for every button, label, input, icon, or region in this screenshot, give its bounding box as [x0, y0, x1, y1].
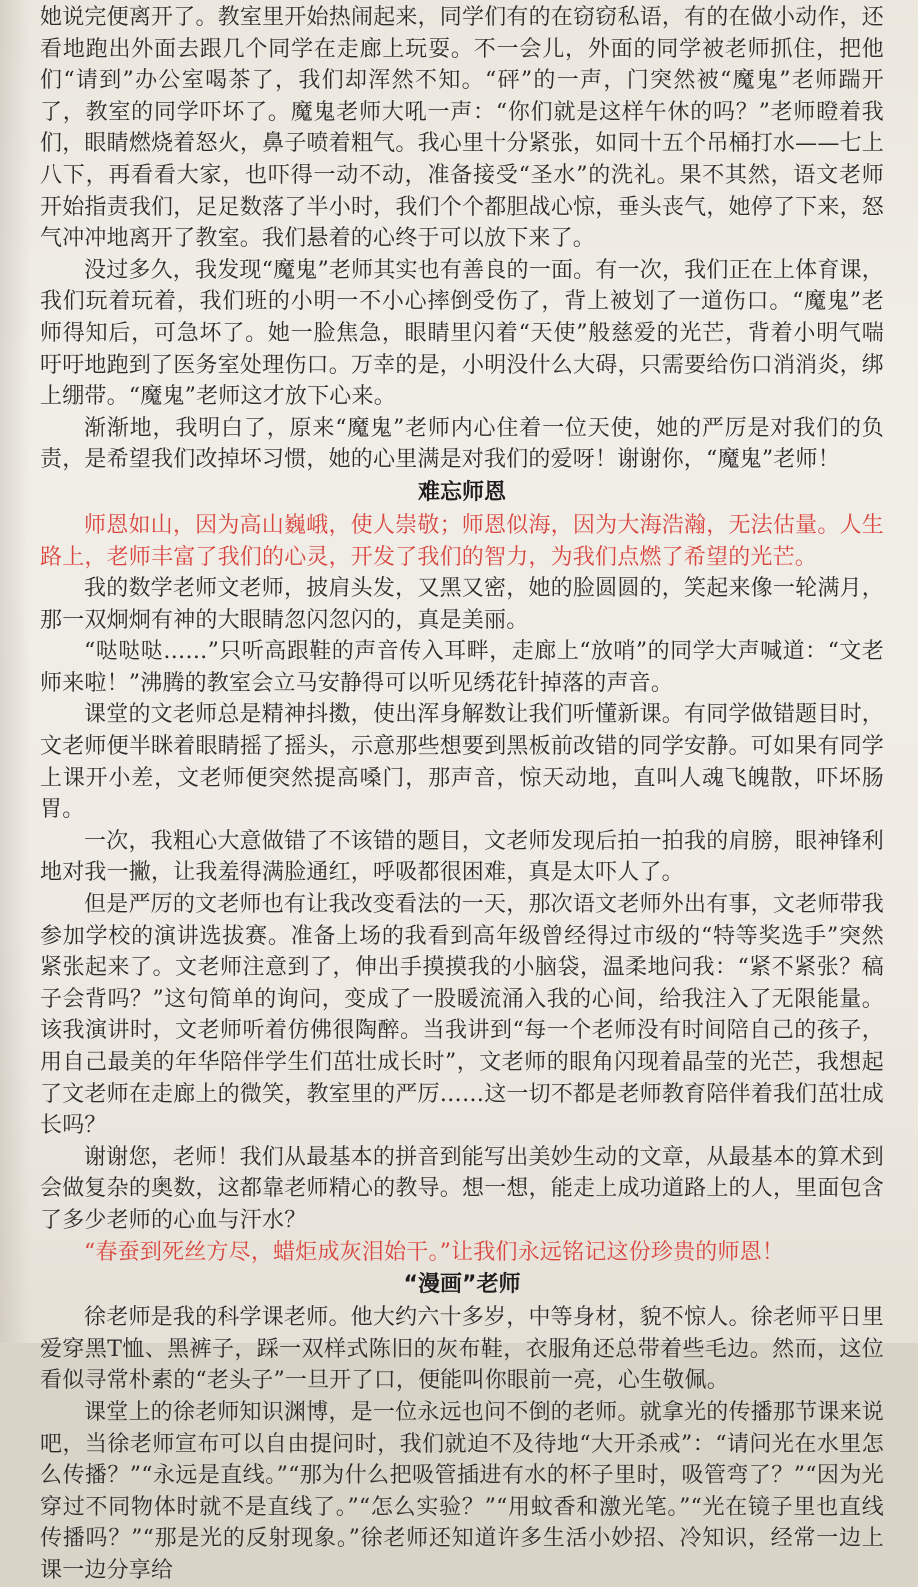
essay-title: “漫画”老师: [403, 1272, 521, 1298]
paragraph: 课堂的文老师总是精神抖擞，使出浑身解数让我们听懂新课。有同学做错题目时，文老师便半眯着眼睛摇了摇头，示意那些想要到黑板前改错的同学安静。可如果有同学上课开小差，文老师便突然提高嗓门，那声音，惊天动地，直叫人魂飞魄散，吓坏肠胃。: [40, 702, 884, 823]
paragraph: 我的数学老师文老师，披肩头发，又黑又密，她的脸圆圆的，笑起来像一轮满月，那一双炯炯有神的大眼睛忽闪忽闪的，真是美丽。: [40, 576, 884, 633]
paragraph: “哒哒哒……”只听高跟鞋的声音传入耳畔，走廊上“放哨”的同学大声喊道：“文老师来啦！”沸腾的教室会立马安静得可以听见绣花针掉落的声音。: [40, 639, 884, 696]
paragraph: 没过多久，我发现“魔鬼”老师其实也有善良的一面。有一次，我们正在上体育课，我们玩着玩着，我们班的小明一不小心摔倒受伤了，背上被划了一道伤口。“魔鬼”老师得知后，可急坏了。她一脸焦急，眼睛里闪着“天使”般慈爱的光芒，背着小明气喘吁吁地跑到了医务室处理伤口。万幸的是，小明没什么大碍，只需要给伤口消消炎，绑上绷带。“魔鬼”老师这才放下心来。: [40, 257, 884, 410]
paragraph: 课堂上的徐老师知识渊博，是一位永远也问不倒的老师。就拿光的传播那节课来说吧，当徐老师宣布可以自由提问时，我们就迫不及待地“大开杀戒”：“请问光在水里怎么传播？”“永远是直线。”“那为什么把吸管插进有水的杯子里时，吸管弯了？”“因为光穿过不同物体时就不是直线了。”“怎么实验？”“用蚊香和激光笔。”“光在镜子里也直线传播吗？”“那是光的反射现象。”徐老师还知道许多生活小妙招、冷知识，经常一边上课一边分享给: [40, 1399, 884, 1583]
paragraph: 谢谢您，老师！我们从最基本的拼音到能写出美妙生动的文章，从最基本的算术到会做复杂的奥数，这都靠老师精心的教导。想一想，能走上成功道路上的人，里面包含了多少老师的心血与汗水？: [40, 1144, 884, 1233]
highlight-closing: “春蚕到死丝方尽，蜡炬成灰泪始干。”让我们永远铭记这份珍贵的师恩！: [84, 1239, 785, 1265]
paragraph: 她说完便离开了。教室里开始热闹起来，同学们有的在窃窃私语，有的在做小动作，还看地跑出外面去跟几个同学在走廊上玩耍。不一会儿，外面的同学被老师抓住，把他们“请到”办公室喝茶了，我们却浑然不知。“砰”的一声，门突然被“魔鬼”老师踹开了，教室的同学吓坏了。魔鬼老师大吼一声：“你们就是这样午休的吗？”老师瞪着我们，眼睛燃烧着怒火，鼻子喷着粗气。我心里十分紧张，如同十五个吊桶打水——七上八下，再看看大家，也吓得一动不动，准备接受“圣水”的洗礼。果不其然，语文老师开始指责我们，足足数落了半小时，我们个个都胆战心惊，垂头丧气，她停了下来，怒气冲冲地离开了教室。我们悬着的心终于可以放下来了。: [40, 5, 884, 252]
highlight-intro: 师恩如山，因为高山巍峨，使人崇敬；师恩似海，因为大海浩瀚，无法估量。人生路上，老师丰富了我们的心灵，开发了我们的智力，为我们点燃了希望的光芒。: [40, 512, 884, 570]
paragraph: 一次，我粗心大意做错了不该错的题目，文老师发现后拍一拍我的肩膀，眼神锋利地对我一撇，让我羞得满脸通红，呼吸都很困难，真是太吓人了。: [40, 828, 884, 886]
paragraph: 但是严厉的文老师也有让我改变看法的一天，那次语文老师外出有事，文老师带我参加学校的演讲选拔赛。准备上场的我看到高年级曾经得过市级的“特等奖选手”突然紧张起来了。文老师注意到了，伸出手摸摸我的小脑袋，温柔地问我：“紧不紧张？稿子会背吗？”这句简单的询问，变成了一股暖流涌入我的心间，给我注入了无限能量。该我演讲时，文老师听着仿佛很陶醉。当我讲到“每一个老师没有时间陪自己的孩子，用自己最美的年华陪伴学生们茁壮成长时”，文老师的眼角闪现着晶莹的光芒，我想起了文老师在走廊上的微笑，教室里的严厉……这一切不都是老师教育陪伴着我们茁壮成长吗？: [40, 892, 884, 1139]
paragraph: 徐老师是我的科学课老师。他大约六十多岁，中等身材，貌不惊人。徐老师平日里爱穿黑T恤、黑裤子，踩一双样式陈旧的灰布鞋，衣服角还总带着些毛边。然而，这位看似寻常朴素的“老头子”一旦开了口，便能叫你眼前一亮，心生敬佩。: [40, 1305, 884, 1394]
essay-title: 难忘师恩: [417, 479, 506, 505]
paragraph: 渐渐地，我明白了，原来“魔鬼”老师内心住着一位天使，她的严厉是对我们的负责，是希望我们改掉坏习惯，她的心里满是对我们的爱呀！谢谢你，“魔鬼”老师！: [40, 415, 884, 473]
